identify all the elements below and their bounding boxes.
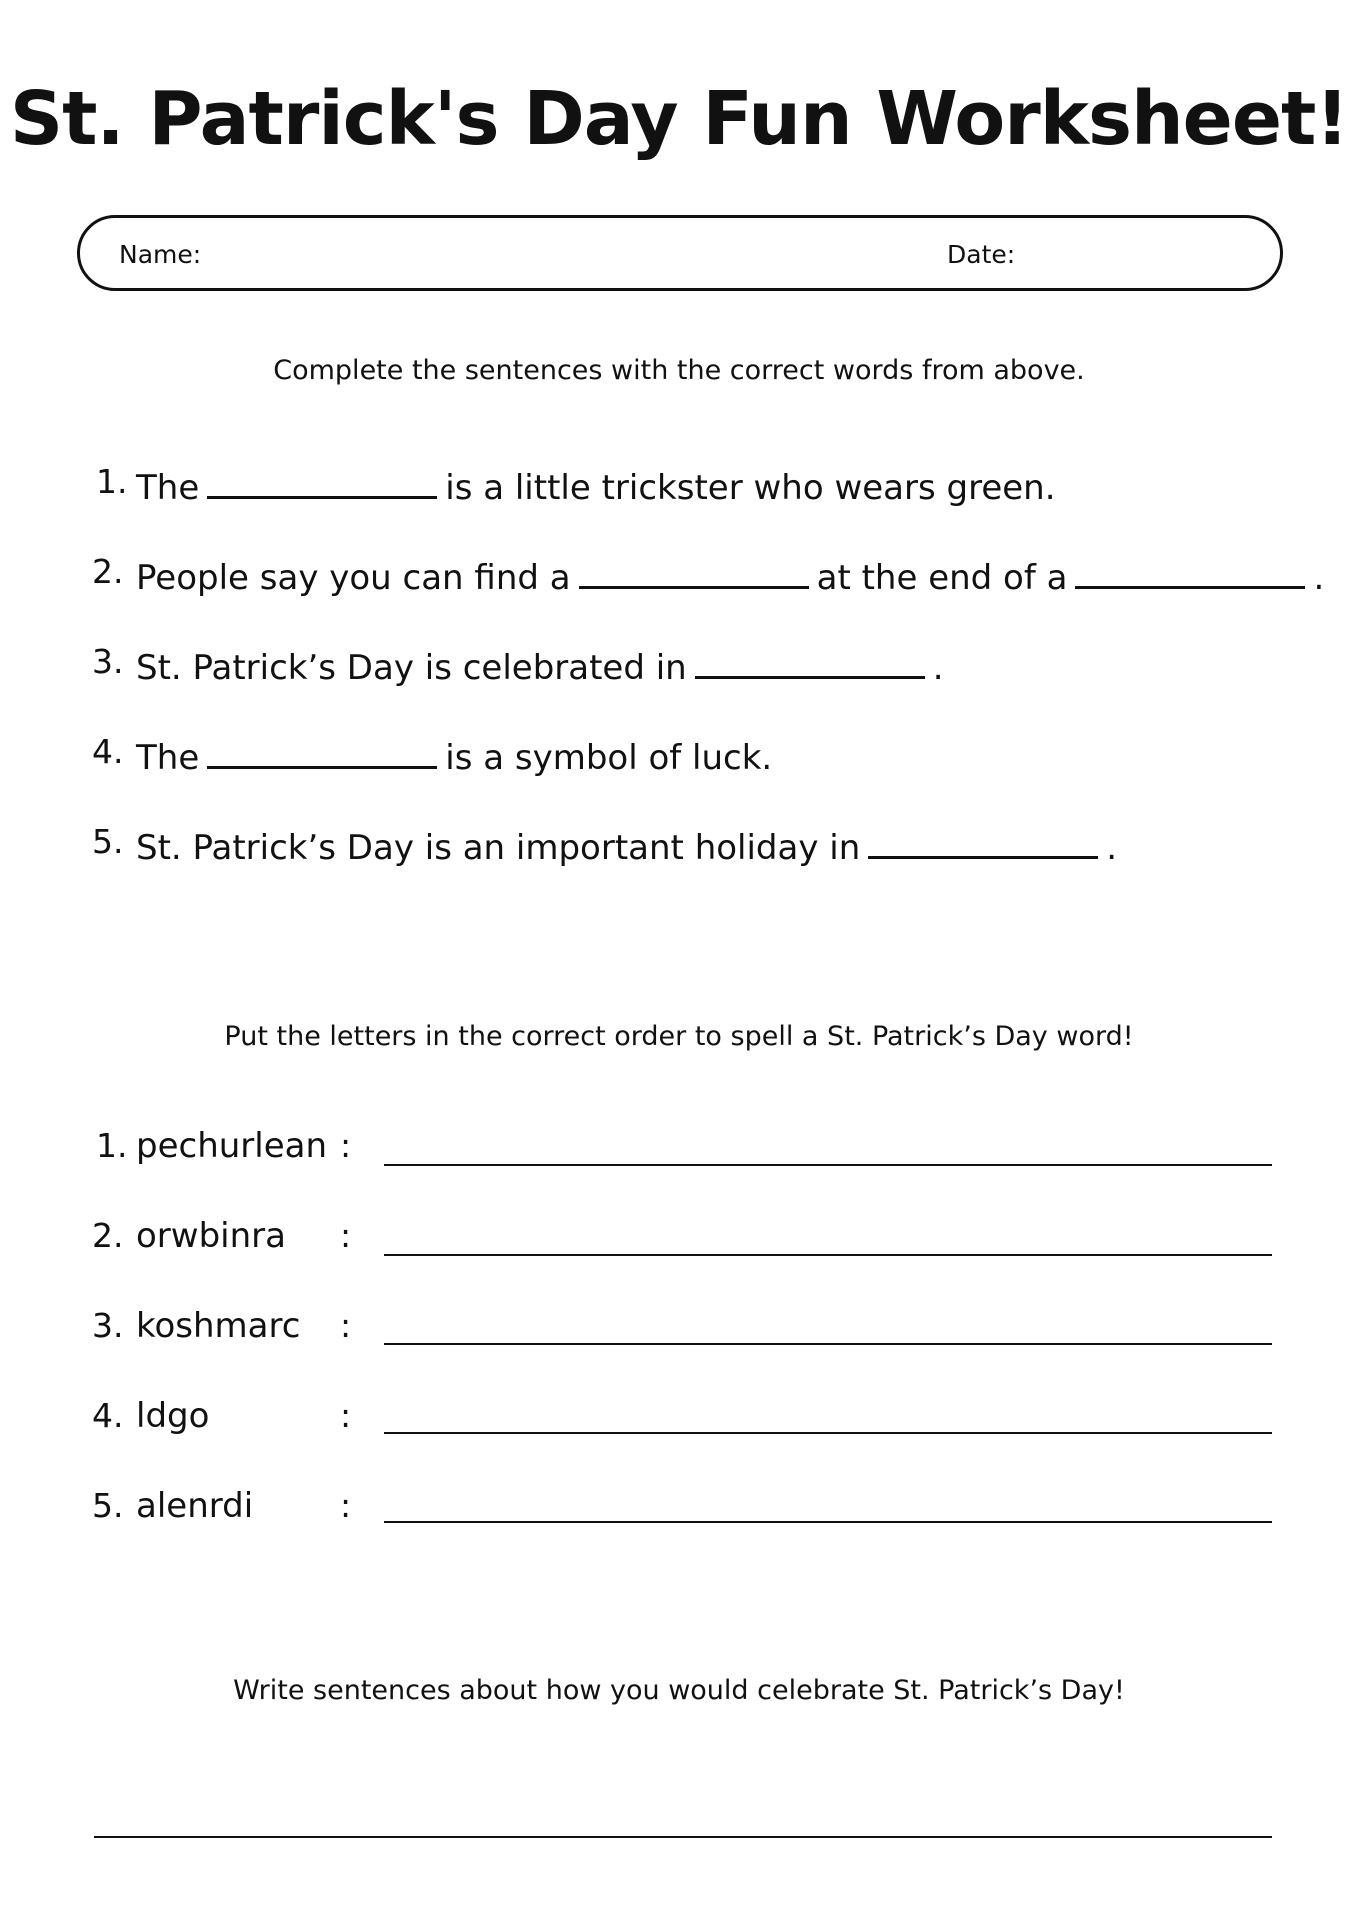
s1-item1-text-a: The [136,468,200,508]
s1-item3-text-a: St. Patrick’s Day is celebrated in [136,648,687,688]
date-label: Date: [947,240,1016,269]
answer-blank[interactable] [207,466,437,499]
answer-blank[interactable] [1075,556,1305,589]
name-label: Name: [119,240,202,269]
s2-item3-answer-line[interactable] [384,1343,1272,1345]
s1-item5-number: 5. [92,822,124,861]
s2-item2-word: orwbinra [136,1216,286,1256]
s2-item1-number: 1. [96,1126,128,1165]
s1-item2-sentence [136,556,1324,598]
s1-item5-text-b: . [1106,828,1118,868]
s1-item2-number: 2. [92,552,124,591]
section3-instruction: Write sentences about how you would celebrate St. Patrick’s Day! [233,1675,1125,1706]
s2-item4-number: 4. [92,1396,124,1435]
s1-item3-number: 3. [92,642,124,681]
section1-instruction: Complete the sentences with the correct words from above. [273,355,1085,386]
s2-item2-answer-line[interactable] [384,1254,1272,1256]
s2-item5-answer-line[interactable] [384,1521,1272,1523]
s1-item4-text-b: is a symbol of luck. [445,738,773,778]
s1-item2-text-c: . [1313,558,1325,598]
name-date-box [77,215,1283,291]
s1-item4-number: 4. [92,732,124,771]
s1-item1-sentence [136,466,1056,508]
s1-item1-number: 1. [96,462,128,501]
s2-item1-word: pechurlean [136,1126,328,1166]
s2-item3-colon: : [340,1306,352,1345]
s2-item4-colon: : [340,1396,352,1435]
s1-item3-text-b: . [932,648,944,688]
s2-item5-number: 5. [92,1486,124,1525]
s3-writing-line[interactable] [94,1836,1272,1838]
s1-item3-sentence [136,646,944,688]
s1-item5-text-a: St. Patrick’s Day is an important holiday in [136,828,861,868]
s1-item4-text-a: The [136,738,200,778]
s2-item5-word: alenrdi [136,1486,254,1526]
answer-blank[interactable] [579,556,809,589]
s2-item4-word: ldgo [136,1396,210,1436]
s2-item2-number: 2. [92,1216,124,1255]
s2-item3-number: 3. [92,1306,124,1345]
s1-item2-text-a: People say you can find a [136,558,571,598]
s1-item5-sentence [136,826,1117,868]
answer-blank[interactable] [207,736,437,769]
s1-item1-text-b: is a little trickster who wears green. [445,468,1056,508]
s2-item3-word: koshmarc [136,1306,301,1346]
s2-item2-colon: : [340,1216,352,1255]
s2-item5-colon: : [340,1486,352,1525]
answer-blank[interactable] [868,826,1098,859]
s2-item4-answer-line[interactable] [384,1432,1272,1434]
s2-item1-answer-line[interactable] [384,1164,1272,1166]
section2-instruction: Put the letters in the correct order to spell a St. Patrick’s Day word! [224,1021,1134,1052]
s2-item1-colon: : [340,1126,352,1165]
s1-item4-sentence [136,736,772,778]
s1-item2-text-b: at the end of a [816,558,1068,598]
worksheet-title: St. Patrick's Day Fun Worksheet! [9,76,1349,162]
answer-blank[interactable] [695,646,925,679]
